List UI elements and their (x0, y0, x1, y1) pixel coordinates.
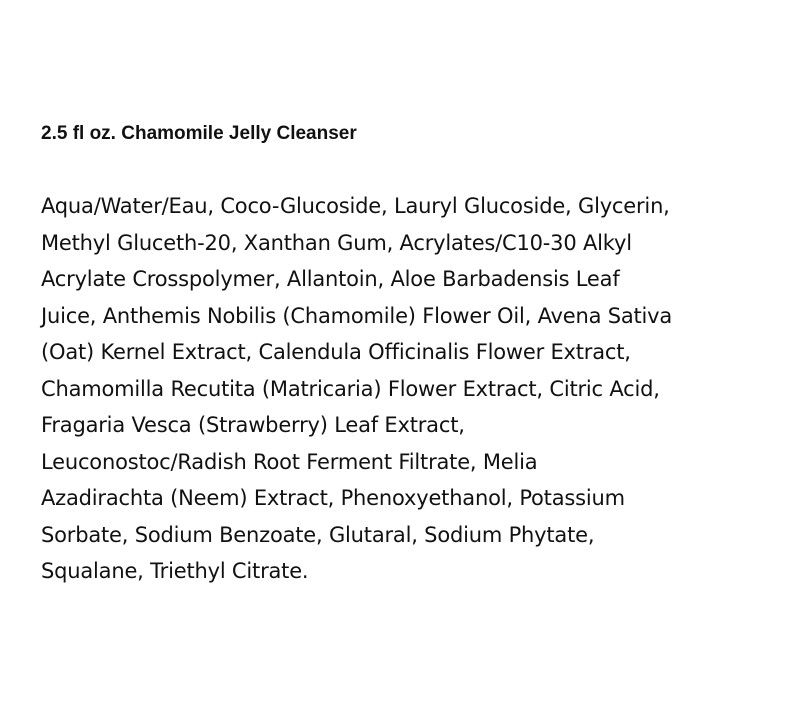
product-title: 2.5 fl oz. Chamomile Jelly Cleanser (41, 123, 357, 144)
ingredient-line: Sorbate, Sodium Benzoate, Glutaral, Sodium Phytate, (41, 522, 595, 547)
ingredient-line: (Oat) Kernel Extract, Calendula Officinalis Flower Extract, (41, 340, 631, 364)
ingredient-line: Fragaria Vesca (Strawberry) Leaf Extract, (41, 413, 465, 437)
ingredient-line: Juice, Anthemis Nobilis (Chamomile) Flower Oil, Avena Sativa (41, 303, 673, 328)
ingredient-line: Aqua/Water/Eau, Coco-Glucoside, Lauryl Glucoside, Glycerin, (41, 194, 670, 218)
ingredient-line: Azadirachta (Neem) Extract, Phenoxyethanol, Potassium (41, 486, 625, 510)
ingredient-list (41, 188, 771, 590)
ingredient-line: Squalane, Triethyl Citrate. (41, 559, 309, 583)
ingredient-line: Acrylate Crosspolymer, Allantoin, Aloe Barbadensis Leaf (41, 267, 620, 291)
ingredient-line: Chamomilla Recutita (Matricaria) Flower Extract, Citric Acid, (41, 376, 660, 401)
ingredient-line: Leuconostoc/Radish Root Ferment Filtrate, Melia (41, 449, 538, 474)
ingredient-line: Methyl Gluceth-20, Xanthan Gum, Acrylates/C10-30 Alkyl (41, 230, 632, 255)
